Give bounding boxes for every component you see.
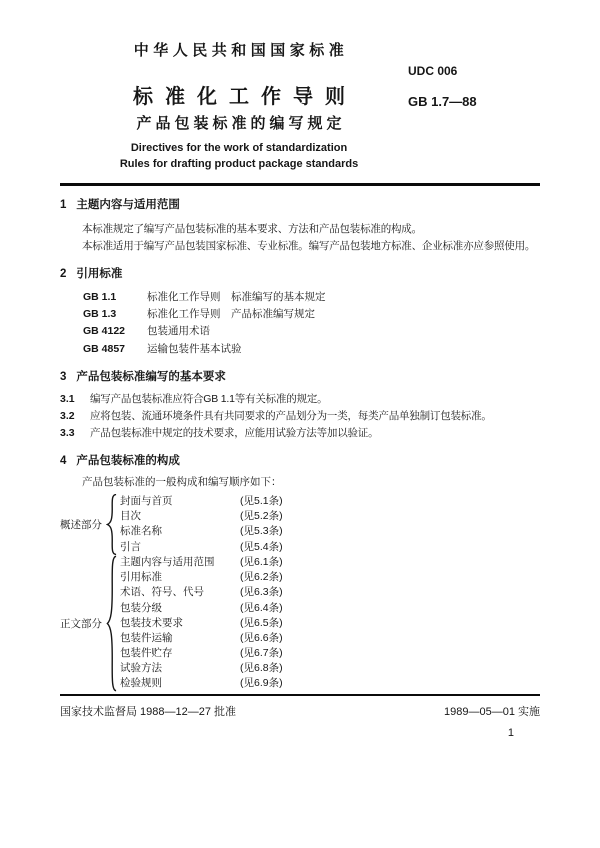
clause-number: 3.3 [60, 426, 75, 439]
reference-code: GB 4122 [83, 325, 126, 338]
outline-item [120, 585, 283, 600]
approval-note: 国家技术监督局 1988—12—27 批准 [60, 706, 237, 718]
section-title: 主题内容与适用范围 [76, 199, 180, 211]
section-number: 1 [60, 199, 67, 211]
section-1-heading [60, 199, 540, 212]
header-center-block [60, 42, 418, 171]
section-title: 产品包装标准的构成 [76, 454, 180, 467]
reference-list [60, 289, 540, 358]
page-number: 1 [507, 727, 514, 739]
section-number: 2 [60, 268, 67, 280]
section-1-body [60, 221, 540, 255]
item-name: 主题内容与适用范围 [120, 555, 215, 568]
clause-text: 编写产品包装标准应符合GB 1.1等有关标准的规定。 [90, 392, 328, 405]
clause-number: 3.1 [60, 392, 75, 405]
outline-item [120, 646, 283, 661]
clause-row [60, 425, 540, 442]
footer [60, 703, 540, 719]
item-ref: (见6.7条) [240, 647, 283, 660]
clause-row [60, 391, 540, 408]
standard-number: GB 1.7—88 [408, 94, 477, 109]
group-items [120, 555, 283, 692]
item-ref: (见5.1条) [240, 494, 283, 507]
english-title: Directives for the work of standardization [130, 142, 348, 154]
item-name: 包装件贮存 [120, 647, 173, 660]
section-number: 4 [60, 454, 67, 467]
outline-item [120, 631, 283, 646]
item-ref: (见5.3条) [240, 525, 283, 538]
section-title: 引用标准 [76, 268, 123, 280]
curly-brace-icon [106, 555, 117, 692]
item-name: 目次 [120, 510, 141, 523]
item-ref: (见6.4条) [240, 601, 283, 614]
outline-item [120, 540, 283, 555]
item-name: 术语、符号、代号 [120, 586, 204, 599]
reference-row [83, 306, 540, 323]
item-name: 试验方法 [120, 662, 162, 675]
header-right-block [408, 64, 477, 109]
outline-item [120, 676, 283, 691]
standard-title: 标准化工作导则 [133, 86, 357, 108]
item-name: 包装技术要求 [120, 616, 183, 629]
clause-text: 应将包装、流通环境条件具有共同要求的产品划分为一类，每类产品单独制订包装标准。 [90, 409, 492, 422]
outline-item [120, 616, 283, 631]
standard-subtitle: 产品包装标准的编写规定 [136, 115, 346, 132]
item-name: 包装件运输 [120, 631, 173, 644]
section-4-heading [60, 455, 540, 468]
reference-row [83, 323, 540, 340]
outline-item [120, 661, 283, 676]
clause-number: 3.2 [60, 409, 75, 422]
item-name: 引言 [120, 540, 141, 553]
item-ref: (见6.2条) [240, 571, 283, 584]
reference-row [83, 289, 540, 306]
outline-item [120, 524, 283, 539]
item-ref: (见6.8条) [240, 662, 283, 675]
footer-divider [60, 694, 540, 696]
item-ref: (见6.3条) [240, 586, 283, 599]
section-3-heading [60, 371, 540, 384]
outline-item [120, 555, 283, 570]
paragraph: 本标准规定了编写产品包装标准的基本要求、方法和产品包装标准的构成。 [82, 223, 422, 235]
item-ref: (见6.9条) [240, 677, 283, 690]
group-items [120, 494, 283, 555]
outline-group-main [60, 555, 540, 692]
header-divider [60, 183, 540, 186]
english-subtitle: Rules for drafting product package standards [119, 158, 359, 170]
outline-diagram [60, 494, 540, 692]
group-label: 概述部分 [60, 518, 102, 531]
curly-brace-icon [106, 494, 117, 555]
section-2-heading [60, 268, 540, 281]
item-name: 封面与首页 [120, 494, 173, 507]
group-label: 正文部分 [60, 617, 102, 630]
reference-code: GB 1.1 [83, 291, 117, 303]
reference-title: 运输包装件基本试验 [147, 342, 242, 355]
clause-text: 产品包装标准中规定的技术要求，应能用试验方法等加以验证。 [90, 426, 379, 439]
national-standard-label: 中华人民共和国国家标准 [133, 42, 349, 59]
outline-group-overview [60, 494, 540, 555]
item-ref: (见6.1条) [240, 555, 283, 568]
outline-intro: 产品包装标准的一般构成和编写顺序如下： [82, 475, 282, 488]
outline-item [120, 570, 283, 585]
item-name: 检验规则 [120, 677, 162, 690]
item-name: 引用标准 [120, 571, 162, 584]
outline-item [120, 494, 283, 509]
section-number: 3 [60, 370, 67, 383]
outline-item [120, 601, 283, 616]
reference-title: 包装通用术语 [147, 325, 210, 338]
implementation-note: 1989—05—01 实施 [444, 706, 540, 718]
item-ref: (见6.5条) [240, 616, 283, 629]
reference-code: GB 4857 [83, 342, 126, 355]
reference-title: 标准化工作导则 标准编写的基本规定 [147, 291, 326, 303]
section-3-body [60, 391, 540, 442]
item-name: 包装分级 [120, 601, 162, 614]
reference-title: 标准化工作导则 产品标准编写规定 [147, 308, 315, 321]
udc-code: UDC 006 [408, 64, 458, 78]
item-ref: (见5.4条) [240, 540, 283, 553]
reference-row [83, 341, 540, 358]
standard-header [60, 42, 540, 171]
outline-item [120, 509, 283, 524]
reference-code: GB 1.3 [83, 308, 117, 321]
item-ref: (见5.2条) [240, 510, 283, 523]
clause-row [60, 408, 540, 425]
section-title: 产品包装标准编写的基本要求 [76, 370, 226, 383]
paragraph: 本标准适用于编写产品包装国家标准、专业标准。编写产品包装地方标准、企业标准亦应参照使用。 [82, 240, 536, 252]
item-name: 标准名称 [120, 525, 162, 538]
item-ref: (见6.6条) [240, 631, 283, 644]
